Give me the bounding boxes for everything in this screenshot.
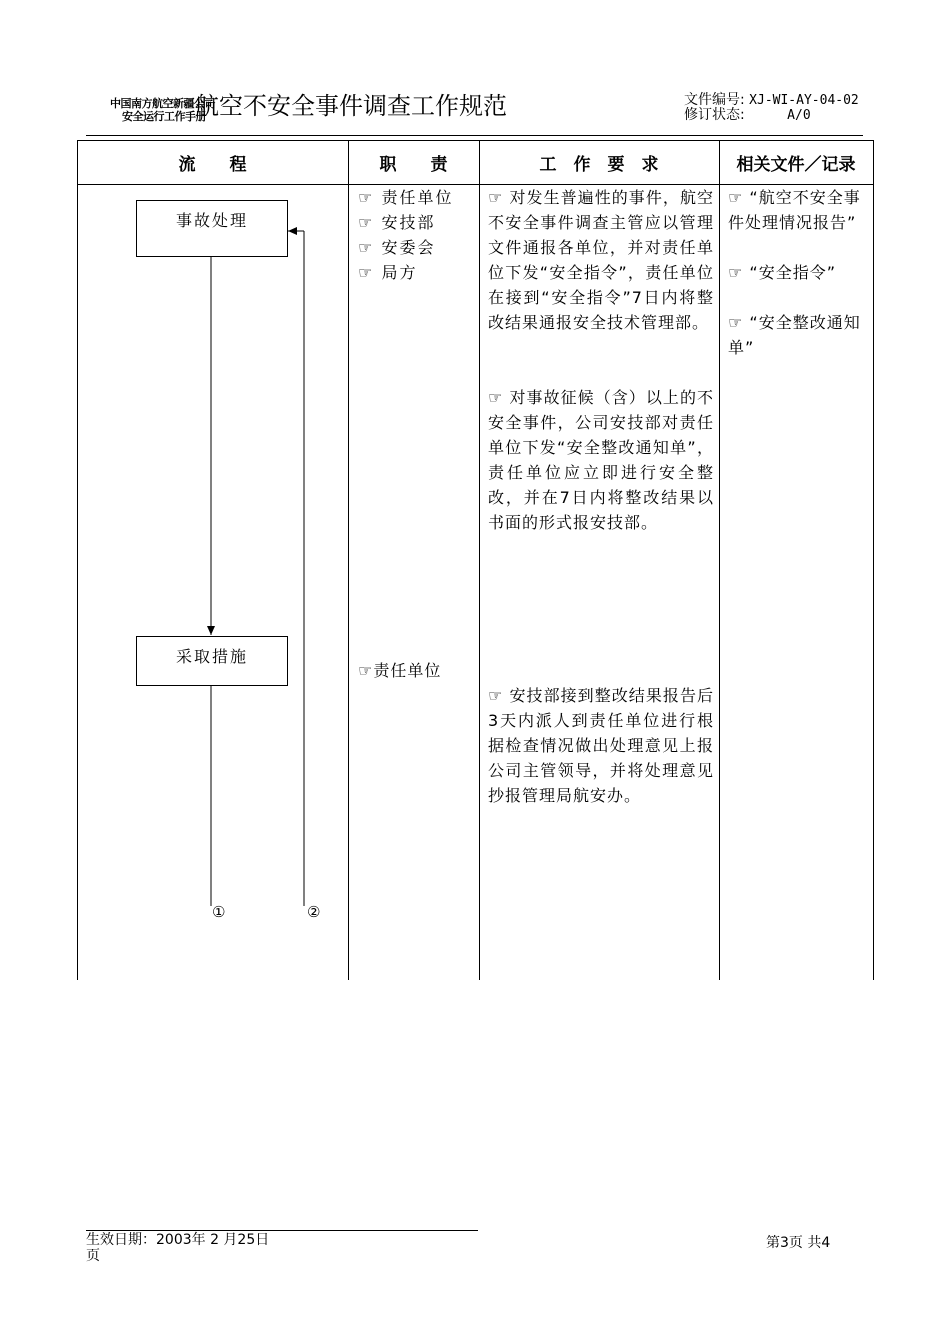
role-item [358, 260, 417, 283]
doc-number-label: 文件编号: [684, 92, 745, 108]
flow-step-accident-handling: 事故处理 [136, 200, 288, 257]
role-item [358, 185, 453, 208]
flow-step-take-measures: 采取措施 [136, 636, 288, 686]
requirement-paragraph: ☞ 安技部接到整改结果报告后3天内派人到责任单位进行根据检查情况做出处理意见上报公司主管领导，并将处理意见抄报管理局航安办。 [488, 686, 714, 805]
role-label: 安技部 [381, 213, 436, 232]
role-label: 责任单位 [381, 188, 454, 207]
page-suffix-text: 页 [86, 1248, 100, 1264]
record-item: ☞ “航空不安全事件处理情况报告” [728, 188, 861, 232]
role-responsible-unit: ☞责任单位 [358, 661, 442, 680]
header-flow: 流 程 [178, 155, 247, 175]
hand-pointer-icon: ☞ [358, 263, 375, 282]
document-title: 航空不安全事件调查工作规范 [195, 92, 507, 120]
flow-connector-2: ② [307, 903, 321, 921]
effective-date-text: 生效日期：2003年 2 月25日 [86, 1232, 270, 1248]
role-label: 安委会 [381, 238, 436, 257]
role-item [358, 235, 435, 258]
role-item [358, 210, 435, 233]
footer-divider [86, 1230, 478, 1231]
hand-pointer-icon: ☞ [358, 213, 375, 232]
requirement-paragraph: ☞ 对发生普遍性的事件，航空不安全事件调查主管应以管理文件通报各单位，并对责任单位下发“安全指令”，责任单位在接到“安全指令”7日内将整改结果通报安全技术管理部。 [488, 188, 714, 332]
record-item: ☞ “安全整改通知单” [728, 313, 861, 357]
hand-pointer-icon: ☞ [358, 188, 375, 207]
header-requirements: 工 作 要 求 [539, 155, 659, 175]
requirement-paragraph: ☞ 对事故征候（含）以上的不安全事件，公司安技部对责任单位下发“安全整改通知单”，责任单位应立即进行安全整改，并在7日内将整改结果以书面的形式报安技部。 [488, 388, 714, 532]
flow-connector-1: ① [212, 903, 226, 921]
footer-effective-date [86, 1232, 269, 1264]
hand-pointer-icon: ☞ [358, 238, 375, 257]
revision-value: A/0 [787, 108, 811, 123]
role-label: 局方 [381, 263, 418, 282]
company-name: 中国南方航空新疆公司 [110, 97, 215, 110]
revision-label: 修订状态: [684, 107, 745, 123]
footer-page-info: 第3页 共4 [766, 1235, 831, 1251]
record-item: ☞ “安全指令” [728, 263, 837, 282]
manual-name: 安全运行工作手册 [122, 110, 206, 123]
header-responsibility: 职 责 [379, 155, 448, 175]
doc-number-value: XJ-WI-AY-04-02 [749, 93, 859, 108]
header-records: 相关文件／记录 [736, 155, 856, 175]
